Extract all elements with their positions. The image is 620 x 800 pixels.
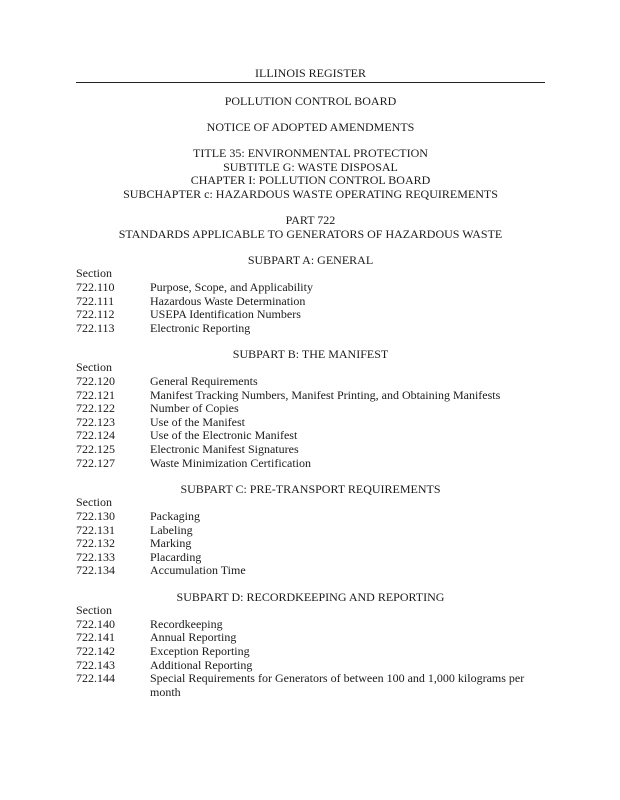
section-label: Section — [76, 603, 112, 618]
board-name: POLLUTION CONTROL BOARD — [224, 93, 397, 108]
toc-row — [76, 402, 545, 416]
chapter-line: CHAPTER I: POLLUTION CONTROL BOARD — [190, 173, 431, 188]
section-label: Section — [76, 266, 112, 281]
section-title: Placarding — [150, 549, 202, 564]
section-number: 722.120 — [76, 374, 115, 389]
section-title: Packaging — [150, 509, 200, 523]
document-page — [76, 67, 545, 699]
subpart-heading: SUBPART B: THE MANIFEST — [232, 346, 389, 361]
section-title: Number of Copies — [150, 401, 239, 416]
subtitle-line: SUBTITLE G: WASTE DISPOSAL — [223, 159, 398, 174]
toc-row — [76, 308, 545, 322]
section-number: 722.122 — [76, 401, 115, 416]
section-number: 722.111 — [76, 293, 115, 308]
toc-row — [76, 389, 545, 403]
part-title: STANDARDS APPLICABLE TO GENERATORS OF HAZARDOUS WASTE — [118, 226, 503, 241]
section-number: 722.113 — [76, 320, 115, 335]
subpart-d — [76, 591, 545, 700]
subpart-heading: SUBPART A: GENERAL — [247, 252, 374, 267]
section-number: 722.110 — [76, 279, 115, 294]
section-title: Use of the Electronic Manifest — [150, 428, 298, 443]
toc-row — [76, 672, 545, 699]
section-title: Electronic Manifest Signatures — [150, 442, 299, 457]
toc-row — [76, 524, 545, 538]
toc-row — [76, 375, 545, 389]
toc-row — [76, 659, 545, 673]
toc-row — [76, 564, 545, 578]
section-number: 722.112 — [76, 307, 115, 322]
section-number: 722.132 — [76, 536, 115, 551]
toc-row — [76, 631, 545, 645]
section-title: Waste Minimization Certification — [150, 455, 311, 470]
toc-row — [76, 322, 545, 336]
subpart-heading: SUBPART C: PRE-TRANSPORT REQUIREMENTS — [180, 481, 441, 496]
section-number: 722.144 — [76, 671, 115, 686]
section-number: 722.127 — [76, 455, 115, 470]
toc-row — [76, 443, 545, 457]
section-number: 722.123 — [76, 414, 115, 429]
subpart-heading: SUBPART D: RECORDKEEPING AND REPORTING — [176, 589, 445, 604]
subpart-a — [76, 254, 545, 336]
toc-row — [76, 618, 545, 632]
section-title: Marking — [150, 536, 192, 551]
section-number: 722.140 — [76, 616, 115, 631]
section-title: Hazardous Waste Determination — [150, 293, 306, 308]
section-title: Recordkeeping — [150, 616, 223, 631]
section-title: Labeling — [150, 522, 193, 537]
section-title: Annual Reporting — [150, 630, 237, 645]
section-title: Exception Reporting — [150, 643, 250, 658]
section-title: Purpose, Scope, and Applicability — [150, 279, 313, 294]
notice-title: NOTICE OF ADOPTED AMENDMENTS — [206, 119, 415, 134]
section-number: 722.141 — [76, 630, 115, 645]
title-block — [76, 147, 545, 201]
running-header: ILLINOIS REGISTER — [76, 67, 545, 83]
toc-row — [76, 537, 545, 551]
part-block — [76, 214, 545, 241]
section-label: Section — [76, 495, 112, 510]
section-title: Accumulation Time — [150, 563, 246, 578]
section-number: 722.131 — [76, 522, 115, 537]
toc-row — [76, 429, 545, 443]
toc-row — [76, 416, 545, 430]
section-title: USEPA Identification Numbers — [150, 307, 301, 322]
part-number: PART 722 — [285, 212, 336, 227]
section-title: Special Requirements for Generators of between 100 and 1,000 kilograms per month — [150, 671, 525, 699]
section-number: 722.130 — [76, 509, 115, 523]
section-title: Manifest Tracking Numbers, Manifest Printing, and Obtaining Manifests — [150, 387, 501, 402]
toc-row — [76, 457, 545, 471]
section-title: Use of the Manifest — [150, 414, 245, 429]
title-line: TITLE 35: ENVIRONMENTAL PROTECTION — [193, 145, 428, 160]
section-number: 722.143 — [76, 657, 115, 672]
section-number: 722.124 — [76, 428, 115, 443]
section-label: Section — [76, 360, 112, 375]
section-number: 722.133 — [76, 549, 115, 564]
toc-row — [76, 551, 545, 565]
toc-row — [76, 645, 545, 659]
section-number: 722.142 — [76, 643, 115, 658]
section-title: General Requirements — [150, 374, 258, 389]
section-number: 722.125 — [76, 442, 115, 457]
toc-row — [76, 295, 545, 309]
section-title: Additional Reporting — [150, 657, 253, 672]
toc-row — [76, 281, 545, 295]
section-number: 722.121 — [76, 387, 115, 402]
subpart-c — [76, 483, 545, 578]
toc-row — [76, 510, 545, 524]
subchapter-line: SUBCHAPTER c: HAZARDOUS WASTE OPERATING REQUIREMENTS — [123, 186, 498, 201]
subpart-b — [76, 348, 545, 470]
section-title: Electronic Reporting — [150, 320, 251, 335]
section-number: 722.134 — [76, 563, 115, 578]
